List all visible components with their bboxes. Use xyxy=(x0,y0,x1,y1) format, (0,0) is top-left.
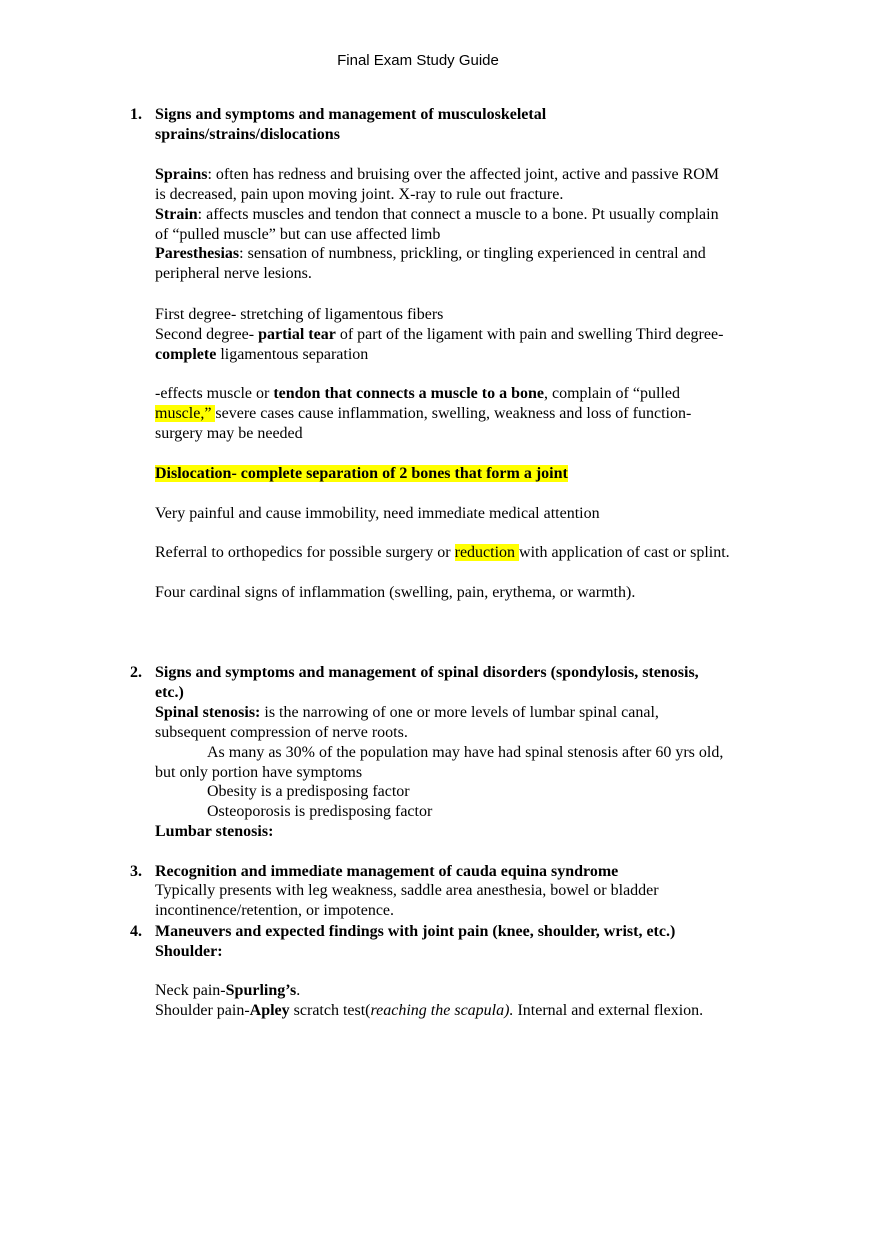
text: : often has redness and bruising over the affected joint, active and passive ROM xyxy=(207,166,720,183)
bold-text: complete xyxy=(155,346,217,363)
painful-line: Very painful and cause immobility, need immediate medical attention xyxy=(155,505,600,522)
spinal-stenosis-line xyxy=(155,703,659,723)
text: : sensation of numbness, prickling, or tingling experienced in central and xyxy=(239,245,706,262)
heading-text: sprains/strains/dislocations xyxy=(155,126,340,143)
heading-text: etc.) xyxy=(155,684,184,701)
third-degree-line xyxy=(155,345,368,365)
text: Referral to orthopedics for possible surgery or xyxy=(155,544,455,561)
paresthesias-line xyxy=(155,244,706,264)
bold-text: partial tear xyxy=(258,326,336,343)
shoulder-pain-line xyxy=(155,1001,703,1021)
lumbar-stenosis-line xyxy=(155,822,273,842)
section-number: 2. xyxy=(130,664,142,681)
heading-text: Signs and symptoms and management of spinal disorders (spondylosis, stenosis, xyxy=(155,664,699,681)
text: , complain of “pulled xyxy=(544,385,680,402)
section-heading xyxy=(155,663,699,683)
sprains-line-cont: is decreased, pain upon moving joint. X-ray to rule out fracture. xyxy=(155,186,564,203)
bold-text: Apley xyxy=(249,1002,290,1019)
text: with application of cast or splint. xyxy=(519,544,730,561)
text: Shoulder pain- xyxy=(155,1002,250,1019)
population-line-cont: but only portion have symptoms xyxy=(155,764,363,781)
section-heading xyxy=(155,922,675,942)
effects-line xyxy=(155,384,680,404)
spinal-stenosis-line-cont: subsequent compression of nerve roots. xyxy=(155,724,408,741)
highlighted-text: reduction xyxy=(454,544,520,561)
population-line: As many as 30% of the population may have had spinal stenosis after 60 yrs old, xyxy=(207,744,724,761)
strain-line-cont: of “pulled muscle” but can use affected limb xyxy=(155,226,441,243)
term: Shoulder: xyxy=(155,943,223,960)
highlighted-bold-text: Dislocation- complete separation of 2 bones that form a joint xyxy=(155,465,568,482)
effects-line-end: surgery may be needed xyxy=(155,425,303,442)
term: Spinal stenosis: xyxy=(155,704,261,721)
section-heading xyxy=(155,105,546,125)
term: Strain xyxy=(155,206,198,223)
text: scratch test( xyxy=(289,1002,371,1019)
term: Paresthesias xyxy=(155,245,240,262)
section-heading-cont xyxy=(155,683,184,703)
highlighted-text: muscle,” xyxy=(155,405,216,422)
text: severe cases cause inflammation, swelling, weakness and loss of function- xyxy=(215,405,692,422)
second-degree-line xyxy=(155,325,723,345)
text: -effects muscle or xyxy=(155,385,274,402)
section-number: 1. xyxy=(130,106,142,123)
section-heading xyxy=(155,862,618,882)
cauda-line: Typically presents with leg weakness, saddle area anesthesia, bowel or bladder xyxy=(155,882,659,899)
term: Sprains xyxy=(155,166,208,183)
section-number: 3. xyxy=(130,863,142,880)
text: : affects muscles and tendon that connect a muscle to a bone. Pt usually complain xyxy=(197,206,719,223)
italic-text: reaching the scapula). xyxy=(370,1002,514,1019)
heading-text: Signs and symptoms and management of musculoskeletal xyxy=(155,106,547,123)
effects-line-cont xyxy=(155,404,691,424)
paresthesias-line-cont: peripheral nerve lesions. xyxy=(155,265,312,282)
referral-line xyxy=(155,543,730,563)
obesity-line: Obesity is a predisposing factor xyxy=(207,783,410,800)
cauda-line-cont: incontinence/retention, or impotence. xyxy=(155,902,395,919)
strain-line xyxy=(155,205,719,225)
text: Neck pain- xyxy=(155,982,226,999)
heading-text: Recognition and immediate management of cauda equina syndrome xyxy=(155,863,619,880)
bold-text: Spurling’s xyxy=(225,982,297,999)
page-title: Final Exam Study Guide xyxy=(337,52,499,69)
shoulder-heading xyxy=(155,942,223,962)
text: Internal and external flexion. xyxy=(513,1002,704,1019)
osteoporosis-line: Osteoporosis is predisposing factor xyxy=(207,803,433,820)
bold-text: tendon that connects a muscle to a bone xyxy=(273,385,544,402)
first-degree-line: First degree- stretching of ligamentous fibers xyxy=(155,306,444,323)
dislocation-line xyxy=(155,464,568,484)
text: . xyxy=(296,982,301,999)
term: Lumbar stenosis: xyxy=(155,823,274,840)
cardinal-signs-line: Four cardinal signs of inflammation (swelling, pain, erythema, or warmth). xyxy=(155,584,636,601)
text: ligamentous separation xyxy=(216,346,369,363)
sprains-line xyxy=(155,165,719,185)
section-number: 4. xyxy=(130,923,142,940)
text: is the narrowing of one or more levels of lumbar spinal canal, xyxy=(260,704,659,721)
text: Second degree- xyxy=(155,326,259,343)
section-heading-cont xyxy=(155,125,340,145)
neck-pain-line xyxy=(155,981,300,1001)
heading-text: Maneuvers and expected findings with joint pain (knee, shoulder, wrist, etc.) xyxy=(155,923,676,940)
text: of part of the ligament with pain and swelling Third degree- xyxy=(335,326,724,343)
